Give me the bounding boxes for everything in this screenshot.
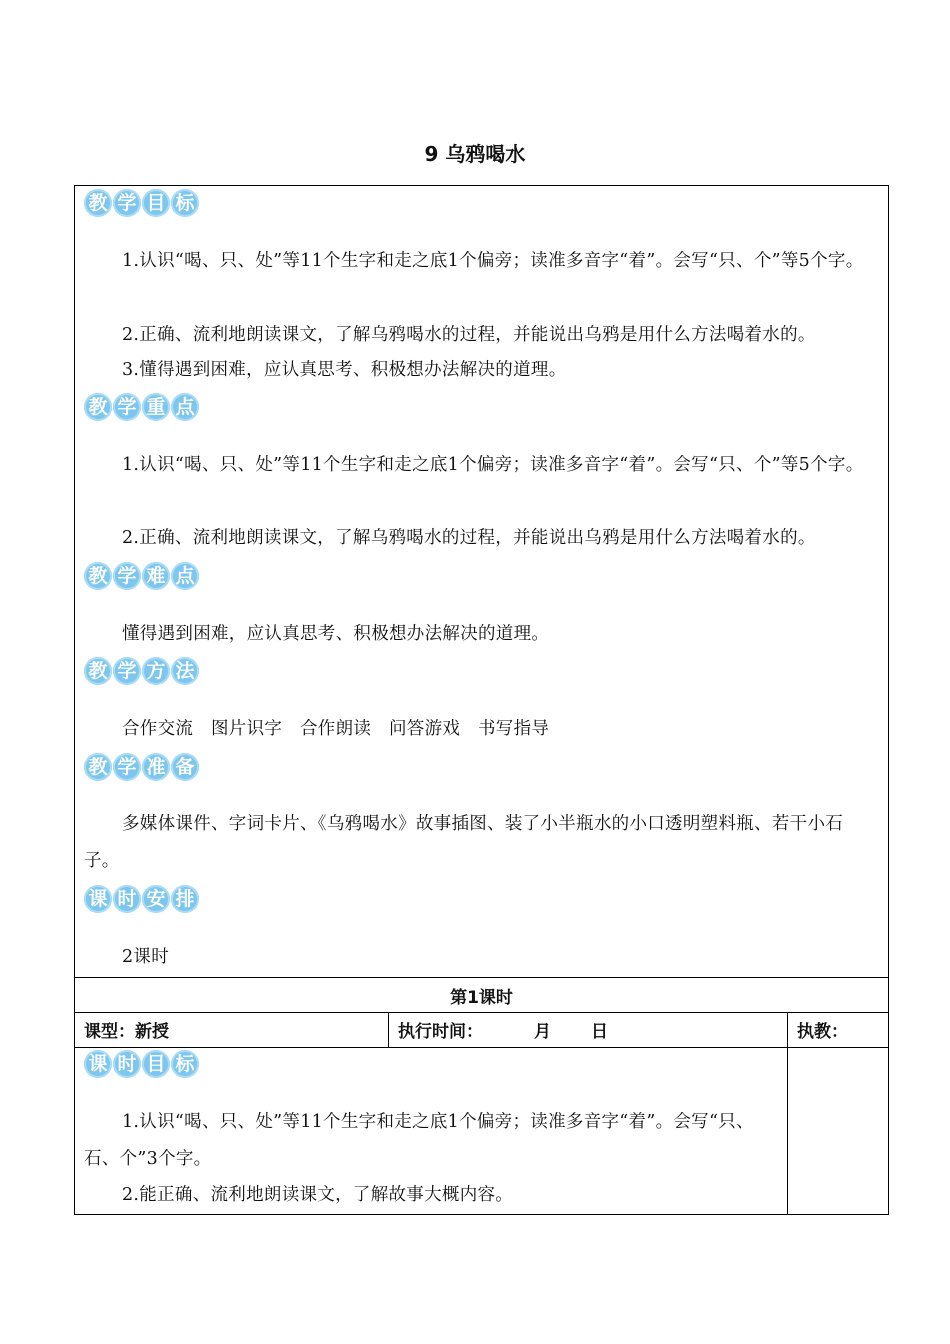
table-divider — [74, 1012, 889, 1013]
badge-char: 备 — [171, 753, 199, 781]
badge-char: 教 — [84, 657, 112, 685]
badge-lesson-goals — [84, 1050, 199, 1078]
goal-item-1: 1.认识“喝、只、处”等11个生字和走之底1个偏旁；读准多音字“着”。会写“只、个”等5个字。 — [122, 251, 864, 271]
difficulty-text: 懂得遇到困难，应认真思考、积极想办法解决的道理。 — [122, 624, 550, 644]
lesson-goal-item-2: 2.能正确、流利地朗读课文，了解故事大概内容。 — [122, 1185, 514, 1205]
badge-char: 时 — [113, 1050, 141, 1078]
key-point-item-2: 2.正确、流利地朗读课文，了解乌鸦喝水的过程，并能说出乌鸦是用什么方法喝着水的。 — [122, 528, 816, 548]
lesson-goal-item-1: 1.认识“喝、只、处”等11个生字和走之底1个偏旁；读准多音字“着”。会写“只、石、个”3个字。 — [84, 1112, 754, 1169]
lesson-type: 课型：新授 — [84, 1022, 169, 1042]
day-label: 日 — [591, 1022, 608, 1042]
badge-char: 目 — [142, 1050, 170, 1078]
badge-char: 课 — [84, 1050, 112, 1078]
badge-key-points — [84, 393, 199, 421]
table-divider — [787, 1012, 788, 1215]
key-point-item-1: 1.认识“喝、只、处”等11个生字和走之底1个偏旁；读准多音字“着”。会写“只、个”等5个字。 — [122, 455, 864, 475]
schedule-text: 2课时 — [122, 947, 170, 967]
goal-item-3: 3.懂得遇到困难，应认真思考、积极想办法解决的道理。 — [122, 360, 567, 380]
badge-char: 学 — [113, 562, 141, 590]
badge-char: 点 — [171, 562, 199, 590]
badge-methods — [84, 657, 199, 685]
badge-char: 教 — [84, 189, 112, 217]
table-divider — [388, 1012, 389, 1048]
month-label: 月 — [534, 1022, 551, 1042]
badge-char: 方 — [142, 657, 170, 685]
badge-char: 标 — [171, 1050, 199, 1078]
execution-time-label: 执行时间： — [398, 1022, 483, 1042]
badge-char: 安 — [142, 885, 170, 913]
teacher-label: 执教： — [797, 1022, 848, 1042]
badge-char: 教 — [84, 562, 112, 590]
badge-schedule — [84, 885, 199, 913]
badge-char: 教 — [84, 393, 112, 421]
badge-char: 学 — [113, 657, 141, 685]
badge-difficulties — [84, 562, 199, 590]
badge-char: 学 — [113, 393, 141, 421]
badge-teaching-goals — [84, 189, 199, 217]
badge-char: 点 — [171, 393, 199, 421]
preparation-text: 多媒体课件、字词卡片、《乌鸦喝水》故事插图、装了小半瓶水的小口透明塑料瓶、若干小石子。 — [84, 814, 844, 871]
badge-char: 排 — [171, 885, 199, 913]
badge-char: 标 — [171, 189, 199, 217]
badge-char: 课 — [84, 885, 112, 913]
goal-item-2: 2.正确、流利地朗读课文，了解乌鸦喝水的过程，并能说出乌鸦是用什么方法喝着水的。 — [122, 325, 816, 345]
badge-char: 教 — [84, 753, 112, 781]
table-divider — [74, 977, 889, 978]
badge-char: 重 — [142, 393, 170, 421]
badge-char: 难 — [142, 562, 170, 590]
page-title: 9 乌鸦喝水 — [424, 142, 526, 166]
badge-char: 法 — [171, 657, 199, 685]
badge-char: 时 — [113, 885, 141, 913]
badge-preparation — [84, 753, 199, 781]
badge-char: 准 — [142, 753, 170, 781]
lesson-heading: 第1课时 — [450, 988, 513, 1008]
badge-char: 学 — [113, 753, 141, 781]
methods-text: 合作交流 图片识字 合作朗读 问答游戏 书写指导 — [122, 719, 550, 739]
badge-char: 目 — [142, 189, 170, 217]
table-divider — [74, 1047, 889, 1048]
badge-char: 学 — [113, 189, 141, 217]
